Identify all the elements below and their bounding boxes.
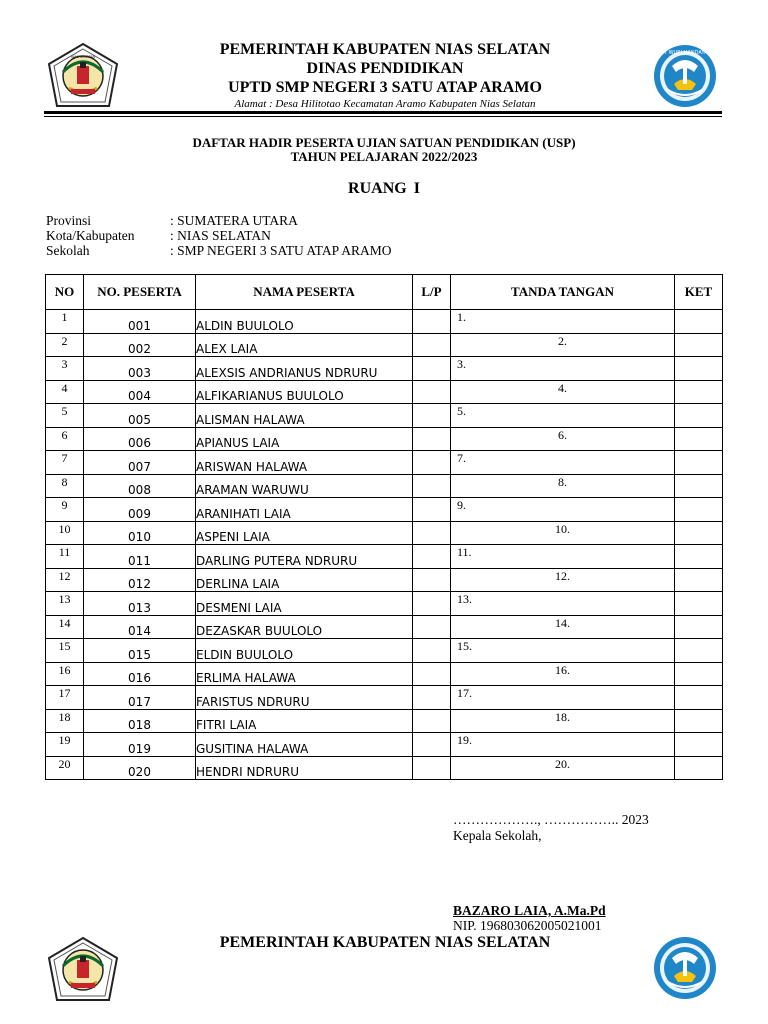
gender-cell (413, 756, 451, 780)
participant-name: ALEX LAIA (196, 333, 413, 357)
participant-number: 002 (84, 333, 196, 357)
notes-cell (675, 568, 723, 592)
letterhead-divider-thick (44, 111, 722, 114)
signature-cell: 8. (451, 474, 675, 498)
signature-cell: 16. (451, 662, 675, 686)
row-number: 8 (46, 474, 84, 498)
identity-label: Provinsi (46, 213, 92, 228)
participant-name: ERLIMA HALAWA (196, 662, 413, 686)
participant-name: DERLINA LAIA (196, 568, 413, 592)
letterhead-school: UPTD SMP NEGERI 3 SATU ATAP ARAMO (228, 79, 542, 96)
signature-cell: 1. (451, 310, 675, 334)
gender-cell (413, 310, 451, 334)
participant-name: ELDIN BUULOLO (196, 639, 413, 663)
participant-name: DARLING PUTERA NDRURU (196, 545, 413, 569)
header-participant-name: NAMA PESERTA (196, 275, 413, 310)
signature-nip: NIP. 196803062005021001 (453, 918, 602, 933)
notes-cell (675, 733, 723, 757)
participant-name: ASPENI LAIA (196, 521, 413, 545)
identity-row-school (46, 243, 391, 258)
table-row (46, 310, 723, 334)
participant-number: 004 (84, 380, 196, 404)
identity-row-regency (46, 228, 391, 243)
table-row (46, 639, 723, 663)
participant-number: 014 (84, 615, 196, 639)
row-number: 20 (46, 756, 84, 780)
gender-cell (413, 709, 451, 733)
table-row (46, 498, 723, 522)
gender-cell (413, 498, 451, 522)
room-title: RUANG I (348, 180, 420, 197)
gender-cell (413, 333, 451, 357)
row-number: 1 (46, 310, 84, 334)
row-number: 18 (46, 709, 84, 733)
row-number: 11 (46, 545, 84, 569)
signature-block (453, 812, 649, 844)
document-title (44, 136, 724, 164)
gender-cell (413, 380, 451, 404)
header-participant-number: NO. PESERTA (84, 275, 196, 310)
signature-cell: 9. (451, 498, 675, 522)
participant-name: ALISMAN HALAWA (196, 404, 413, 428)
emblem-motto-text: TUT WURI HANDAYANI (657, 50, 713, 56)
gender-cell (413, 521, 451, 545)
table-row (46, 451, 723, 475)
table-row (46, 615, 723, 639)
table-row (46, 357, 723, 381)
notes-cell (675, 451, 723, 475)
row-number: 16 (46, 662, 84, 686)
notes-cell (675, 662, 723, 686)
participant-number: 017 (84, 686, 196, 710)
gender-cell (413, 357, 451, 381)
gender-cell (413, 568, 451, 592)
header-no: NO (46, 275, 84, 310)
notes-cell (675, 427, 723, 451)
participant-number: 012 (84, 568, 196, 592)
gender-cell (413, 686, 451, 710)
participant-number: 019 (84, 733, 196, 757)
footer-title: PEMERINTAH KABUPATEN NIAS SELATAN (219, 934, 551, 951)
row-number: 4 (46, 380, 84, 404)
participant-number: 006 (84, 427, 196, 451)
participant-number: 015 (84, 639, 196, 663)
row-number: 5 (46, 404, 84, 428)
identity-value: : SUMATERA UTARA (170, 213, 298, 228)
notes-cell (675, 615, 723, 639)
row-number: 14 (46, 615, 84, 639)
notes-cell (675, 498, 723, 522)
participant-number: 009 (84, 498, 196, 522)
notes-cell (675, 310, 723, 334)
participant-number: 008 (84, 474, 196, 498)
table-row (46, 333, 723, 357)
row-number: 13 (46, 592, 84, 616)
signature-cell: 10. (451, 521, 675, 545)
table-row (46, 662, 723, 686)
notes-cell (675, 357, 723, 381)
notes-cell (675, 639, 723, 663)
notes-cell (675, 333, 723, 357)
notes-cell (675, 521, 723, 545)
gender-cell (413, 545, 451, 569)
row-number: 12 (46, 568, 84, 592)
signature-cell: 17. (451, 686, 675, 710)
notes-cell (675, 709, 723, 733)
notes-cell (675, 474, 723, 498)
header-signature: TANDA TANGAN (451, 275, 675, 310)
identity-row-province (46, 213, 391, 228)
signature-cell: 15. (451, 639, 675, 663)
row-number: 10 (46, 521, 84, 545)
gender-cell (413, 733, 451, 757)
participant-number: 005 (84, 404, 196, 428)
signature-place-date: ………………., …………….. 2023 (453, 812, 649, 827)
participant-name: ALFIKARIANUS BUULOLO (196, 380, 413, 404)
row-number: 2 (46, 333, 84, 357)
signature-cell: 7. (451, 451, 675, 475)
notes-cell (675, 686, 723, 710)
document-title-line2: TAHUN PELAJARAN 2022/2023 (290, 149, 478, 164)
gender-cell (413, 662, 451, 686)
row-number: 3 (46, 357, 84, 381)
attendance-table (45, 274, 723, 780)
notes-cell (675, 756, 723, 780)
letterhead (150, 40, 620, 111)
participant-name: DEZASKAR BUULOLO (196, 615, 413, 639)
participant-name: GUSITINA HALAWA (196, 733, 413, 757)
table-row (46, 474, 723, 498)
participant-number: 016 (84, 662, 196, 686)
table-row (46, 380, 723, 404)
participant-name: HENDRI NDRURU (196, 756, 413, 780)
notes-cell (675, 592, 723, 616)
participant-name: DESMENI LAIA (196, 592, 413, 616)
participant-number: 007 (84, 451, 196, 475)
participant-number: 018 (84, 709, 196, 733)
row-number: 15 (46, 639, 84, 663)
table-body (46, 310, 723, 780)
participant-number: 010 (84, 521, 196, 545)
signature-cell: 12. (451, 568, 675, 592)
table-row (46, 568, 723, 592)
gender-cell (413, 639, 451, 663)
participant-number: 003 (84, 357, 196, 381)
signature-cell: 5. (451, 404, 675, 428)
identity-value: : NIAS SELATAN (170, 228, 271, 243)
gender-cell (413, 592, 451, 616)
signature-cell: 11. (451, 545, 675, 569)
participant-name: ALDIN BUULOLO (196, 310, 413, 334)
participant-name: ARANIHATI LAIA (196, 498, 413, 522)
signature-name: BAZARO LAIA, A.Ma.Pd (453, 903, 606, 918)
tut-wuri-handayani-logo (650, 44, 720, 108)
notes-cell (675, 380, 723, 404)
tut-wuri-handayani-logo (650, 936, 720, 1000)
table-row (46, 686, 723, 710)
document-title-line1: DAFTAR HADIR PESERTA UJIAN SATUAN PENDIDIKAN (USP) (192, 135, 576, 150)
table-row (46, 427, 723, 451)
participant-number: 013 (84, 592, 196, 616)
participant-name: FARISTUS NDRURU (196, 686, 413, 710)
identity-label: Kota/Kabupaten (46, 228, 135, 243)
signature-cell: 19. (451, 733, 675, 757)
signature-cell: 6. (451, 427, 675, 451)
table-row (46, 592, 723, 616)
signature-cell: 3. (451, 357, 675, 381)
table-row (46, 545, 723, 569)
seal-lettering-text: NIAS SELATAN (70, 55, 96, 59)
header-notes: KET (675, 275, 723, 310)
table-row (46, 733, 723, 757)
table-row (46, 709, 723, 733)
signature-cell: 18. (451, 709, 675, 733)
row-number: 17 (46, 686, 84, 710)
signature-cell: 4. (451, 380, 675, 404)
notes-cell (675, 545, 723, 569)
identity-block (46, 213, 391, 258)
letterhead-government: PEMERINTAH KABUPATEN NIAS SELATAN (219, 41, 551, 58)
regency-emblem-logo (47, 936, 119, 1004)
participant-name: FITRI LAIA (196, 709, 413, 733)
regency-emblem-logo (47, 42, 119, 110)
participant-name: ARAMAN WARUWU (196, 474, 413, 498)
participant-name: APIANUS LAIA (196, 427, 413, 451)
participant-name: ALEXSIS ANDRIANUS NDRURU (196, 357, 413, 381)
identity-label: Sekolah (46, 243, 90, 258)
gender-cell (413, 615, 451, 639)
identity-value: : SMP NEGERI 3 SATU ATAP ARAMO (170, 243, 392, 258)
letterhead-address: Alamat : Desa Hilitotao Kecamatan Aramo Kabupaten Nias Selatan (234, 98, 536, 110)
letterhead-department: DINAS PENDIDIKAN (306, 60, 464, 77)
table-row (46, 521, 723, 545)
signature-role: Kepala Sekolah, (453, 828, 542, 843)
table-row (46, 404, 723, 428)
signature-cell: 2. (451, 333, 675, 357)
gender-cell (413, 404, 451, 428)
participant-name: ARISWAN HALAWA (196, 451, 413, 475)
table-header-row (46, 275, 723, 310)
table-row (46, 756, 723, 780)
signature-cell: 14. (451, 615, 675, 639)
signature-cell: 13. (451, 592, 675, 616)
participant-number: 001 (84, 310, 196, 334)
gender-cell (413, 474, 451, 498)
row-number: 19 (46, 733, 84, 757)
notes-cell (675, 404, 723, 428)
participant-number: 020 (84, 756, 196, 780)
row-number: 9 (46, 498, 84, 522)
row-number: 7 (46, 451, 84, 475)
signature-cell: 20. (451, 756, 675, 780)
participant-number: 011 (84, 545, 196, 569)
row-number: 6 (46, 427, 84, 451)
gender-cell (413, 427, 451, 451)
header-gender: L/P (413, 275, 451, 310)
gender-cell (413, 451, 451, 475)
letterhead-divider-thin (44, 116, 722, 117)
